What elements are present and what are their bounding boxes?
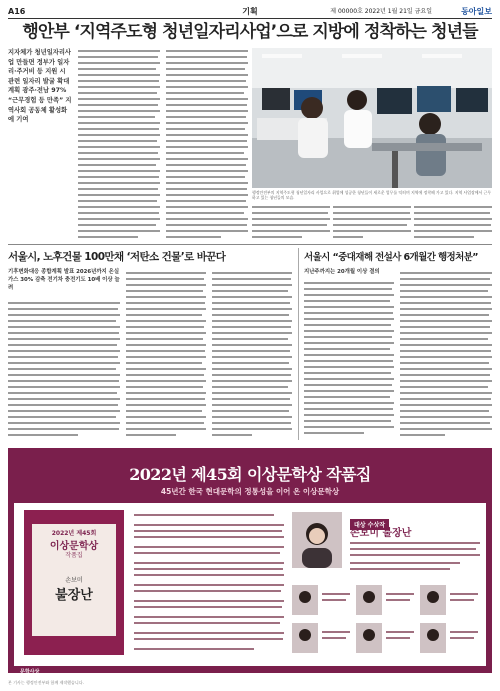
winner-name: 손보미 불장난	[350, 528, 412, 539]
article1-text-lines	[252, 204, 330, 241]
article1-headline: 행안부 ‘지역주도형 청년일자리사업’으로 지방에 정착하는 청년들	[22, 22, 478, 42]
article3-headline: 서울시 “중대재해 전설사 6개월간 행정처분”	[304, 252, 478, 263]
article1-photo-caption: 행정안전부의 지역주도형 청년일자리 사업으로 취업에 성공한 청년들이 새로운 업무를 익히며 지역에 정착해 가고 있다. 지역 사업장에서 근무하고 있는 청년들의 모습.	[252, 190, 492, 201]
article1-text-lines	[78, 48, 160, 241]
ad-subtitle: 45년간 한국 현대문학의 정통성을 이어 온 이상문학상	[160, 487, 340, 496]
article3-text-lines	[400, 270, 492, 440]
office-photo-image	[252, 48, 492, 188]
winner-blurb	[350, 540, 480, 580]
newspaper-logo: 동아일보	[461, 7, 492, 16]
book-label: 작품집	[65, 552, 83, 559]
book-year: 2022년 제45회	[51, 530, 97, 537]
article1-photo	[252, 48, 492, 188]
winner-tag-label: 대상 수상작	[350, 519, 389, 530]
article2-text-lines	[212, 270, 292, 440]
article2-body-col2	[126, 270, 206, 440]
article1-text-lines	[414, 204, 492, 241]
article2-body-col1	[8, 300, 120, 440]
ad-blurb	[134, 512, 284, 657]
page-header	[8, 5, 492, 19]
section-name: 기획	[242, 7, 258, 16]
article1-body-col3	[252, 204, 330, 241]
author-portrait	[292, 512, 342, 568]
book-work-title: 불장난	[55, 588, 93, 603]
winner-blurb-lines	[350, 540, 480, 580]
article1-body-col5	[414, 204, 492, 241]
article2-subhead: 기후변화대응 종합계획 발표 2026년까지 온실가스 30% 감축 전기차 충전기도 10배 이상 늘려	[8, 269, 120, 291]
article2-text-lines	[8, 300, 120, 440]
page-footer: 본 기사는 행정안전부와 함께 제작했습니다.	[8, 680, 84, 685]
article3-body-col1	[304, 280, 394, 440]
article1-text-lines	[333, 204, 411, 241]
ad-blurb-lines	[134, 512, 284, 657]
article2-headline: 서울시, 노후건물 100만채 ‘저탄소 건물’로 바꾼다	[8, 251, 226, 263]
page-number: A16	[8, 7, 26, 16]
publisher-name: 문학사상	[20, 669, 40, 675]
article1-lead: 지자체가 청년일자리사업 만들면 정부가 일자리·주거비 등 지원 시 관련 일자리 발굴 확대 계획 광주·전남 97% “근무경험 등 만족” 지역사회 공동체 활성화에 기여	[8, 49, 72, 124]
book-author: 손보미	[65, 577, 83, 584]
column-divider	[298, 248, 299, 440]
article1-body-col2	[166, 48, 248, 241]
book-title-small: 이상문학상	[49, 541, 99, 552]
section-divider	[8, 244, 492, 245]
article2-text-lines	[126, 270, 206, 440]
other-authors-grid	[292, 585, 482, 655]
article1-text-lines	[166, 48, 248, 241]
article1-body-col1	[78, 48, 160, 241]
article1-body-col4	[333, 204, 411, 241]
issue-date: 제 00000호 2022년 1월 21일 금요일	[330, 8, 432, 15]
article2-body-col3	[212, 270, 292, 440]
article3-subhead: 지난주까지는 20개월 이상 결의	[304, 269, 380, 275]
other-authors-portraits	[292, 585, 482, 655]
author-photo-image	[292, 512, 342, 568]
ad-title: 2022년 제45회 이상문학상 작품집	[129, 465, 371, 484]
article3-text-lines	[304, 280, 394, 440]
article3-body-col2	[400, 270, 492, 440]
